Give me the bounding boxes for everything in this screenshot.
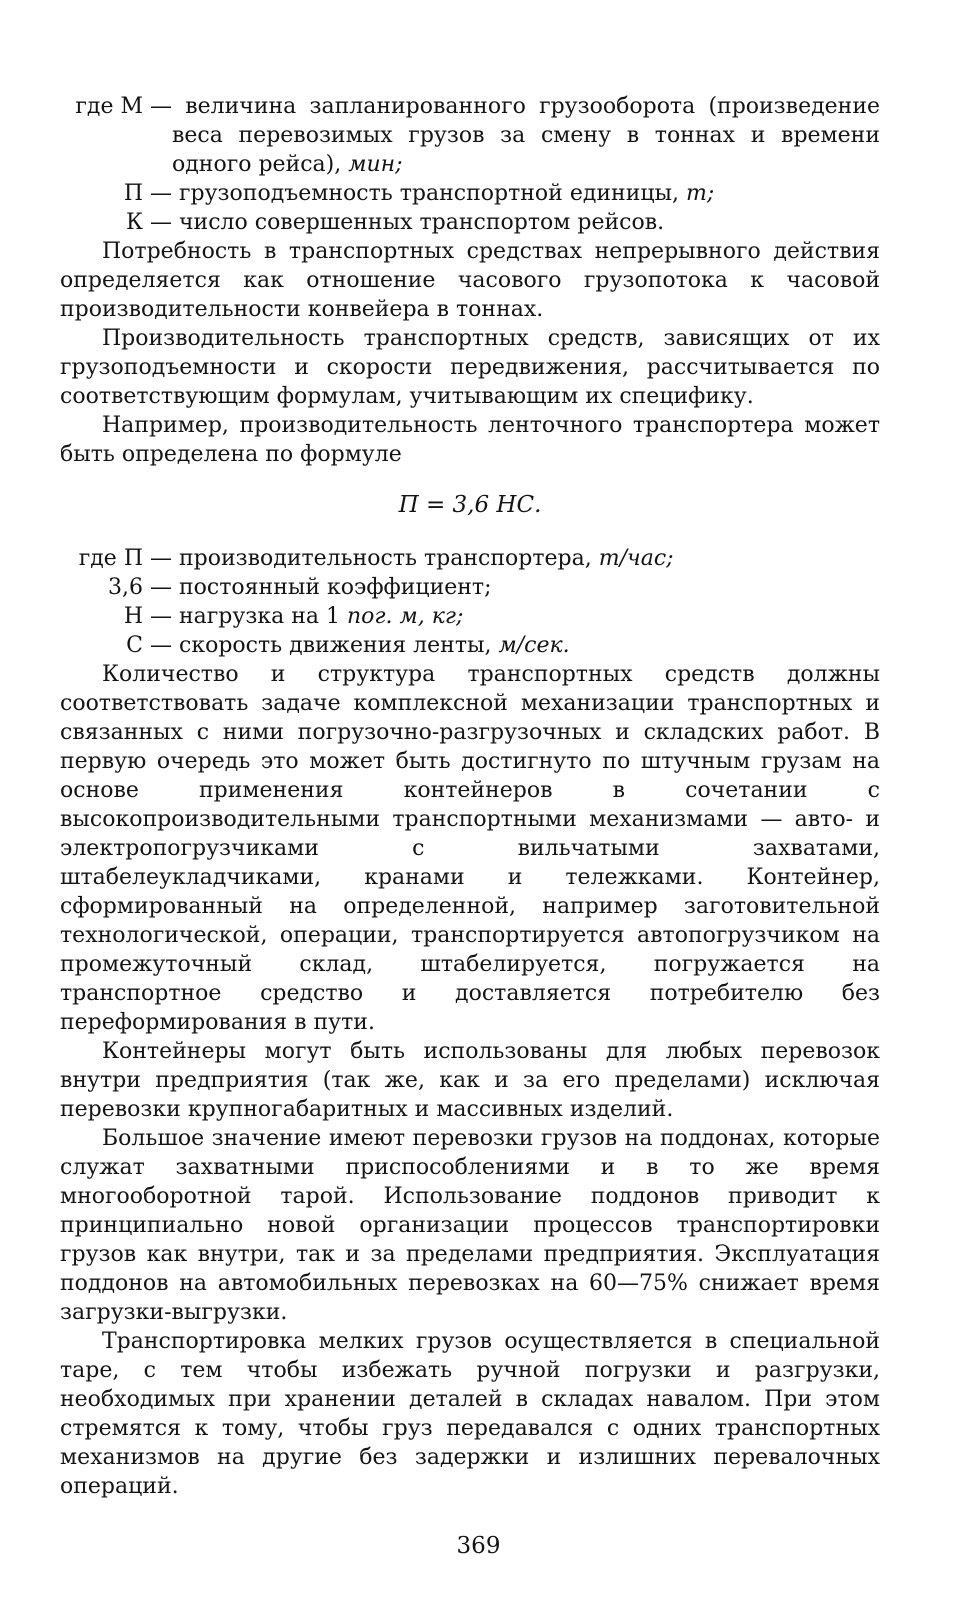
definition-unit: м/сек. [498, 633, 570, 658]
definition-symbol: 3,6 — [108, 575, 172, 600]
definition-symbol: где М — [75, 94, 172, 119]
definition-text: нагрузка на 1 пог. м, кг; [179, 604, 464, 629]
definition-row-h [60, 602, 880, 631]
definition-text: скорость движения ленты, м/сек. [179, 633, 570, 658]
definition-symbol: С — [126, 633, 172, 658]
definition-text: величина запланированного грузооборота (произведение веса перевозимых грузов за смену в тоннах и времени одного рейса), мин; [172, 94, 880, 177]
definition-text: производительность транспортера, т/час; [179, 546, 674, 571]
definition-unit: пог. м, кг; [346, 604, 464, 629]
paragraph: Потребность в транспортных средствах непрерывного действия определяется как отношение часового грузопотока к часовой производительности конвейера в тоннах. [60, 239, 880, 322]
page-body [60, 92, 880, 1501]
definition-row-coef [60, 573, 880, 602]
definition-unit: т/час; [598, 546, 674, 571]
definition-row-p2 [60, 544, 880, 573]
paragraph: Например, производительность ленточного транспортера может быть определена по формуле [60, 413, 880, 467]
formula: П = 3,6 НС. [398, 492, 542, 518]
paragraph: Большое значение имеют перевозки грузов на поддонах, которые служат захватными приспособлениями и в то же время многооборотной тарой. Использование поддонов приводит к принципиально новой организации процессов транспортировки грузов как внутри, так и за пределами предприятия. Эксплуатация поддонов на автомобильных перевозках на 60—75% снижает время загрузки-выгрузки. [60, 1126, 880, 1325]
definition-unit: мин; [348, 152, 403, 177]
paragraph: Транспортировка мелких грузов осуществляется в специальной таре, с тем чтобы избежать ручной погрузки и разгрузки, необходимых при хранении деталей в складах навалом. При этом стремятся к тому, чтобы груз передавался с одних транспортных механизмов на другие без задержки и излишних перевалочных операций. [60, 1329, 880, 1499]
paragraph: Производительность транспортных средств, зависящих от их грузоподъемности и скорости передвижения, рассчитывается по соответствующим формулам, учитывающим их специфику. [60, 326, 880, 409]
definition-text: число совершенных транспортом рейсов. [179, 210, 665, 235]
definition-unit: т; [686, 181, 715, 206]
paragraph: Контейнеры могут быть использованы для любых перевозок внутри предприятия (так же, как и за его пределами) исключая перевозки крупногабаритных и массивных изделий. [60, 1039, 880, 1122]
definition-row-k [60, 208, 880, 237]
paragraph: Количество и структура транспортных средств должны соответствовать задаче комплексной механизации транспортных и связанных с ними погрузочно-разгрузочных и складских работ. В первую очередь это может быть достигнуто по штучным грузам на основе применения контейнеров в сочетании с высокопроизводительными транспортными механизмами — авто- и электропогрузчиками с вильчатыми захватами, штабелеукладчиками, кранами и тележками. Контейнер, сформированный на определенной, например заготовительной технологической, операции, транспортируется автопогрузчиком на промежуточный склад, штабелируется, погружается на транспортное средство и доставляется потребителю без переформирования в пути. [60, 662, 880, 1035]
definition-symbol: К — [125, 210, 172, 235]
definition-text: постоянный коэффициент; [179, 575, 492, 600]
definition-symbol: П — [123, 181, 172, 206]
definition-symbol: Н — [123, 604, 172, 629]
definition-row-p [60, 179, 880, 208]
definition-row-m [60, 92, 880, 179]
definition-symbol: где П — [78, 546, 172, 571]
definition-row-c [60, 631, 880, 660]
definition-text: грузоподъемность транспортной единицы, т; [179, 181, 715, 206]
page-number: 369 [456, 1533, 501, 1559]
